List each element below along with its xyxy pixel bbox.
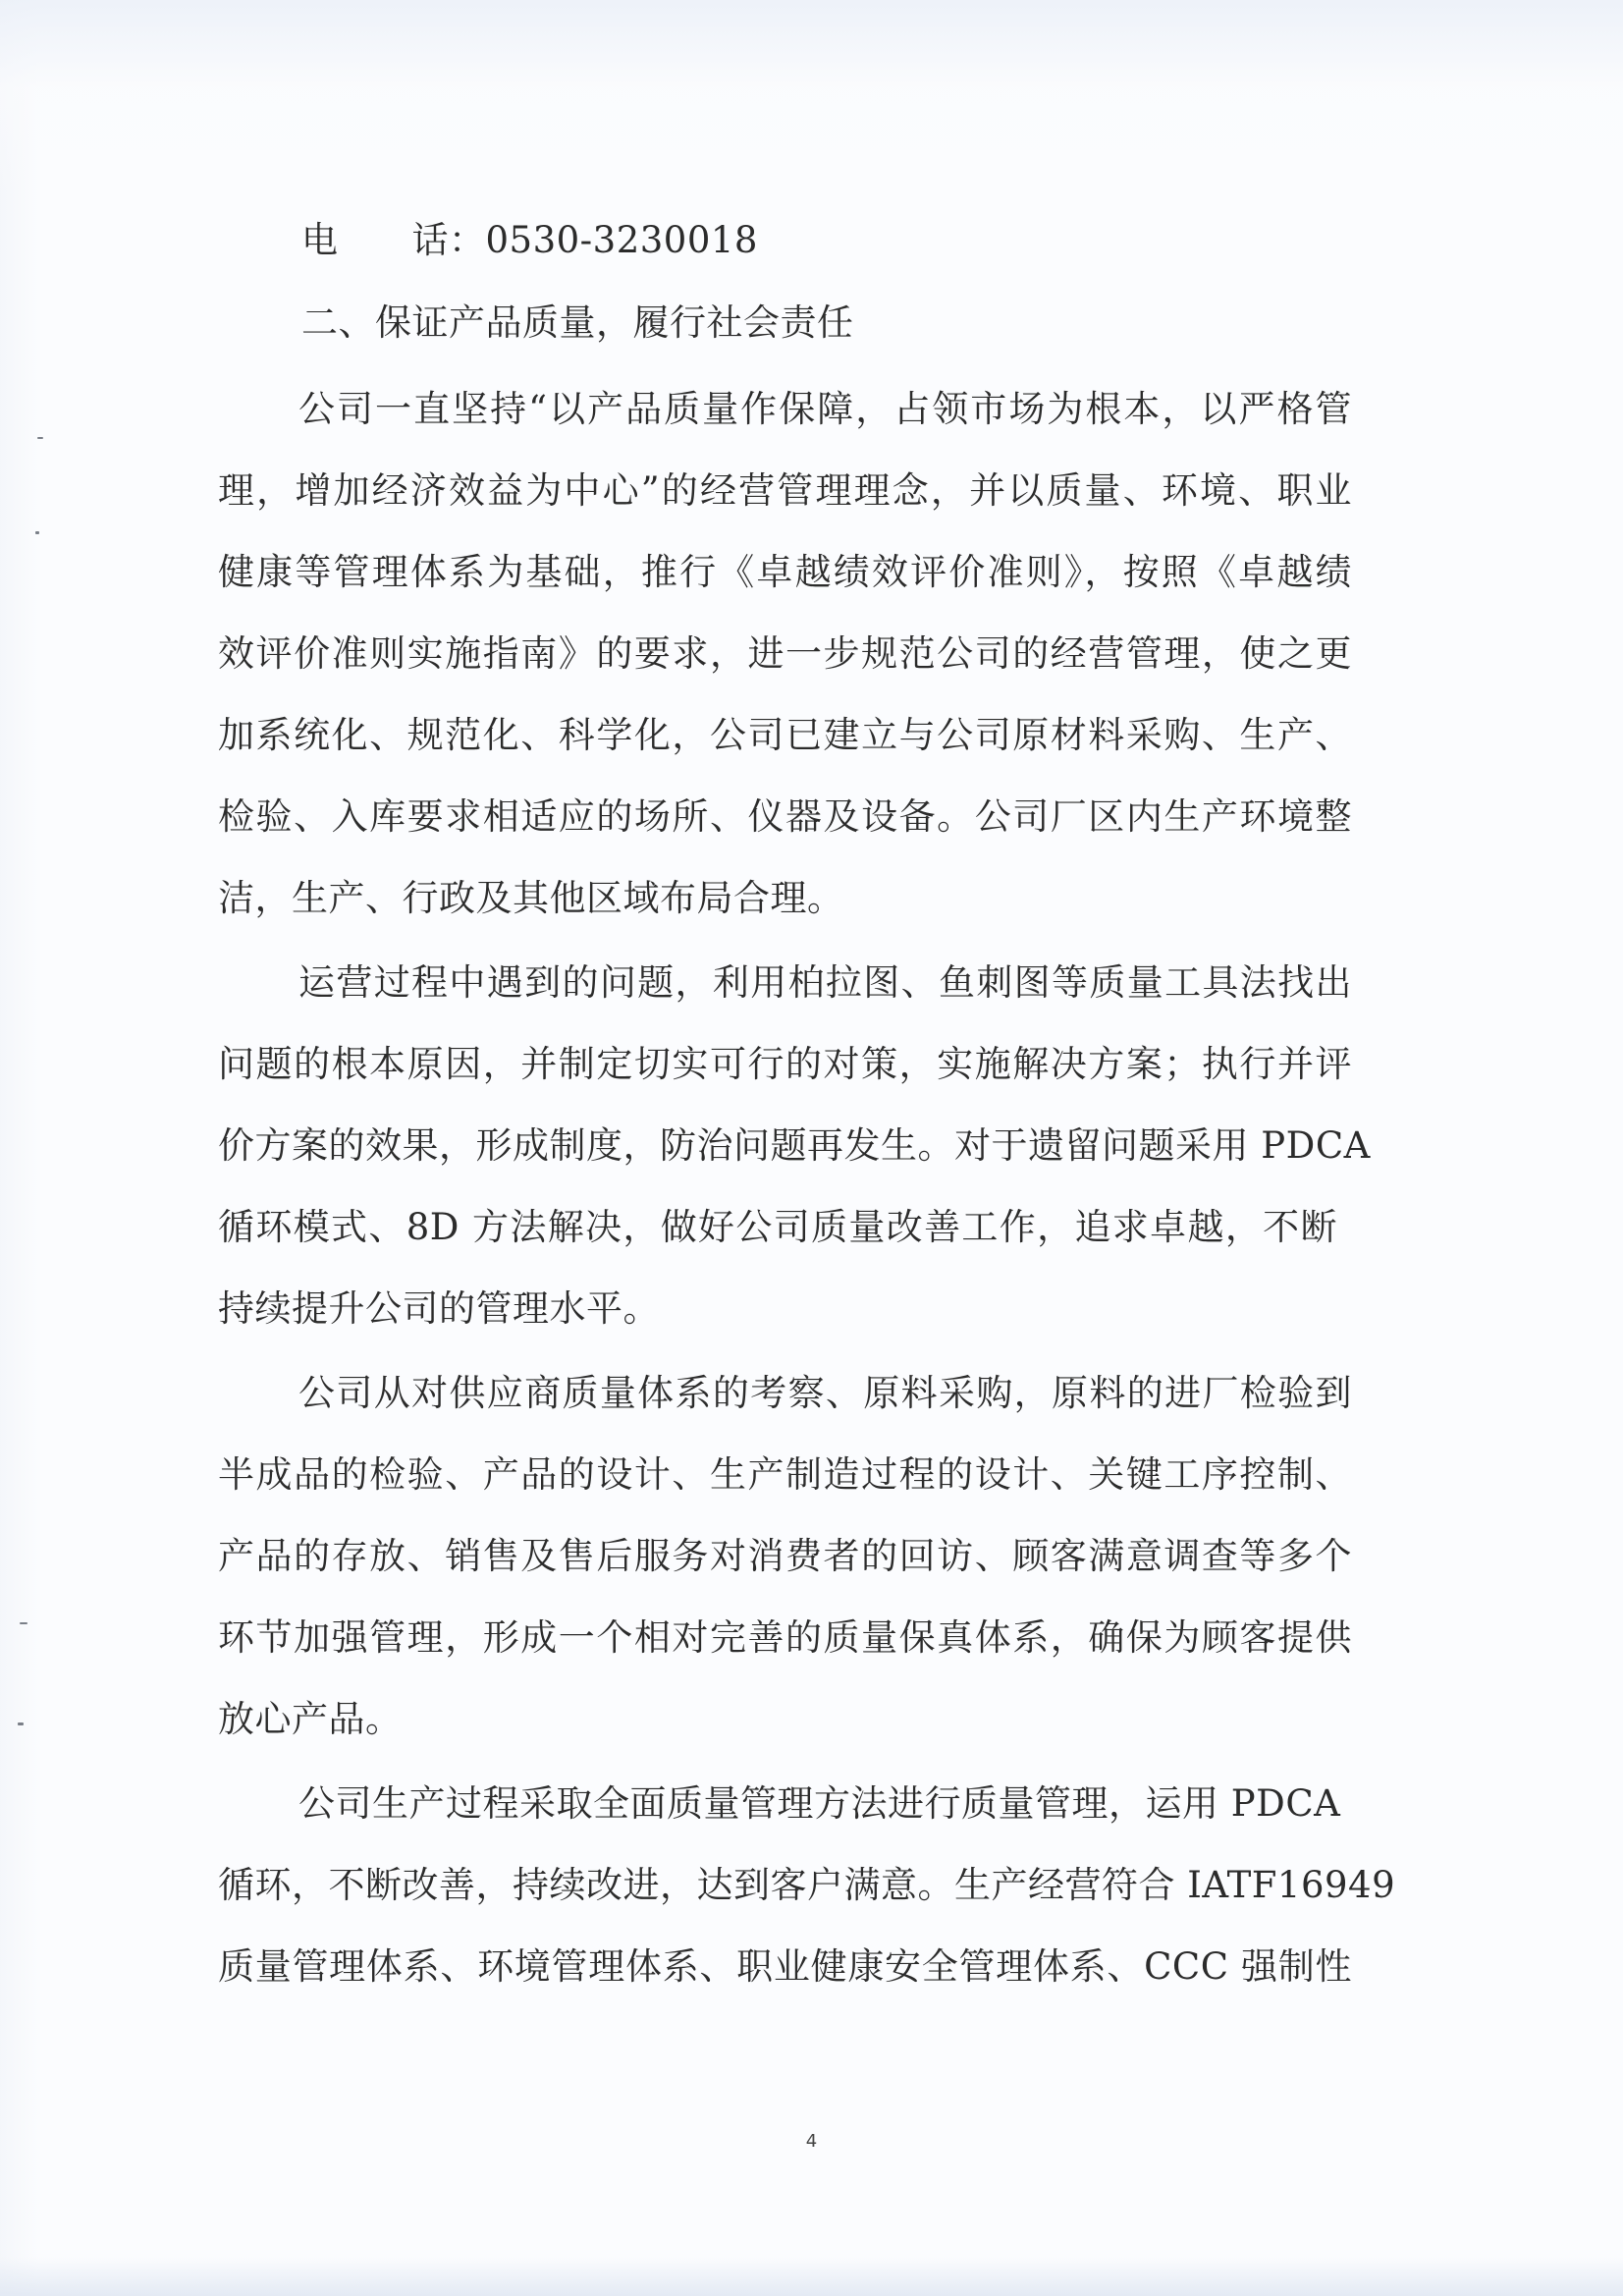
section-heading: 二、保证产品质量，履行社会责任 — [301, 301, 854, 344]
paragraph-line: 环节加强管理，形成一个相对完善的质量保真体系，确保为顾客提供 — [218, 1616, 1352, 1659]
paragraph-line: 加系统化、规范化、科学化，公司已建立与公司原材料采购、生产、 — [218, 714, 1352, 756]
paragraph-line: 循环模式、8D 方法解决，做好公司质量改善工作，追求卓越，不断 — [218, 1206, 1337, 1248]
paragraph-line: 运营过程中遇到的问题，利用柏拉图、鱼刺图等质量工具法找出 — [298, 961, 1352, 1004]
page-number: 4 — [805, 2131, 818, 2152]
paragraph-line: 健康等管理体系为基础，推行《卓越绩效评价准则》，按照《卓越绩 — [218, 551, 1352, 593]
paragraph-line: 持续提升公司的管理水平。 — [218, 1287, 660, 1330]
paragraph-line: 公司一直坚持“以产品质量作保障，占领市场为根本，以严格管 — [298, 388, 1352, 430]
paragraph-line: 公司从对供应商质量体系的考察、原料采购，原料的进厂检验到 — [298, 1372, 1352, 1414]
scan-speck — [20, 1622, 27, 1624]
paragraph-line: 理，增加经济效益为中心”的经营管理理念，并以质量、环境、职业 — [218, 469, 1352, 512]
paragraph-line: 价方案的效果，形成制度，防治问题再发生。对于遗留问题采用 PDCA — [218, 1124, 1371, 1167]
paragraph-line: 效评价准则实施指南》的要求，进一步规范公司的经营管理，使之更 — [218, 632, 1352, 675]
scan-speck — [18, 1722, 24, 1725]
scan-speck — [35, 531, 39, 534]
paragraph-line: 检验、入库要求相适应的场所、仪器及设备。公司厂区内生产环境整 — [218, 795, 1352, 838]
paragraph-line: 洁，生产、行政及其他区域布局合理。 — [218, 877, 844, 919]
paragraph-line: 循环，不断改善，持续改进，达到客户满意。生产经营符合 IATF16949 — [218, 1864, 1396, 1906]
paragraph-line: 问题的根本原因，并制定切实可行的对策，实施解决方案；执行并评 — [218, 1043, 1352, 1085]
paragraph-line: 半成品的检验、产品的设计、生产制造过程的设计、关键工序控制、 — [218, 1453, 1352, 1496]
paragraph-line: 质量管理体系、环境管理体系、职业健康安全管理体系、CCC 强制性 — [218, 1945, 1352, 1988]
contact-phone-line: 电 话：0530-3230018 — [301, 219, 758, 261]
scan-speck — [37, 437, 43, 439]
scan-edge-shading — [0, 2257, 1623, 2296]
paragraph-line: 放心产品。 — [218, 1698, 403, 1740]
paragraph-line: 产品的存放、销售及售后服务对消费者的回访、顾客满意调查等多个 — [218, 1535, 1352, 1577]
paragraph-line: 公司生产过程采取全面质量管理方法进行质量管理，运用 PDCA — [298, 1782, 1341, 1825]
